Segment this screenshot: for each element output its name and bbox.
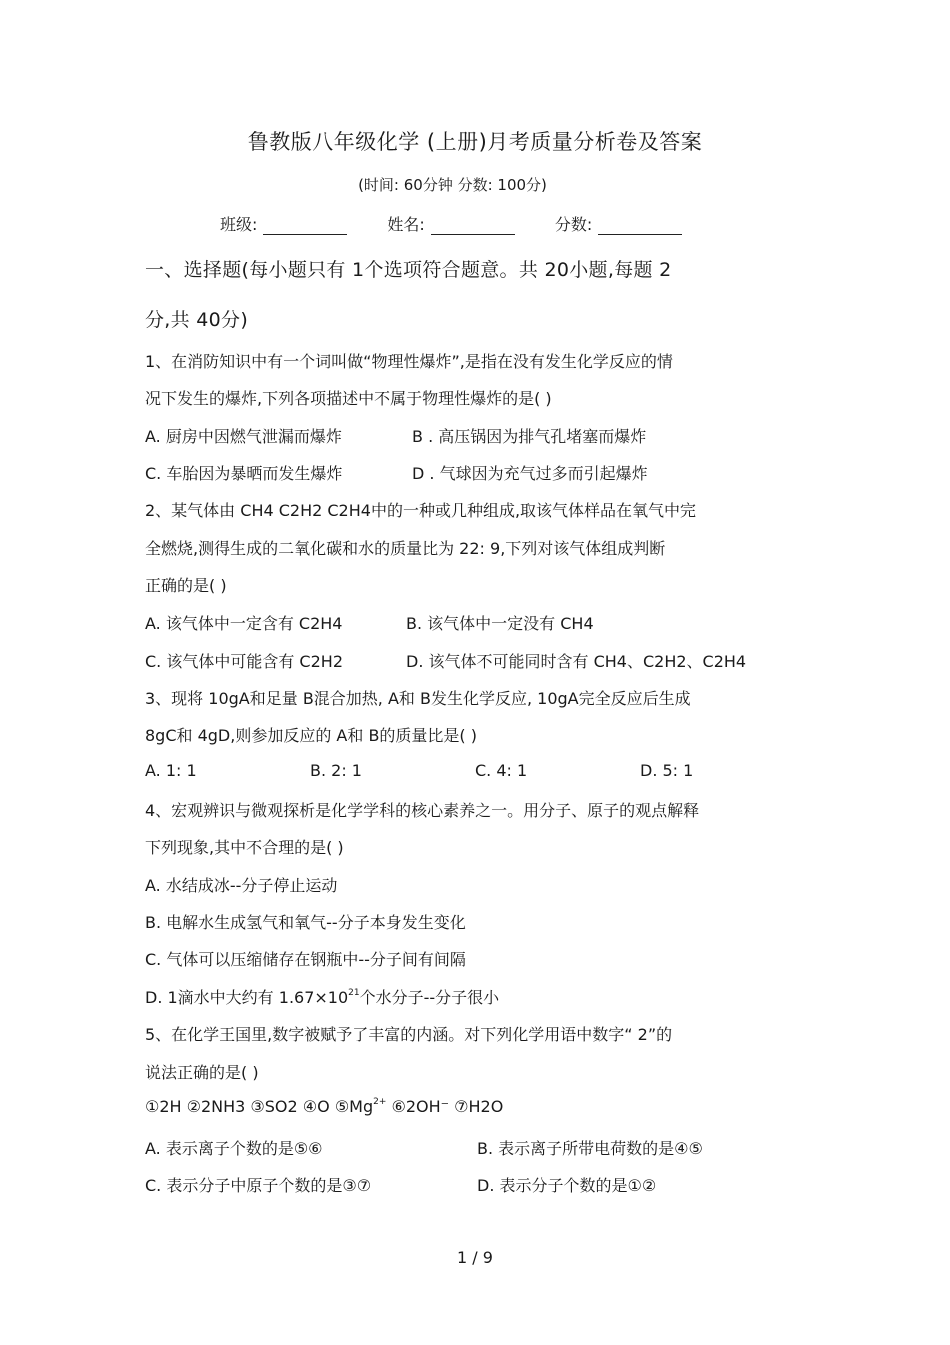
q5-option-d: D. 表示分子个数的是①② xyxy=(477,1176,657,1195)
q5-stem-line1: 5、在化学王国里,数字被赋予了丰富的内涵。对下列化学用语中数字“ 2”的 xyxy=(145,1025,673,1044)
section-heading-line1: 一、选择题(每小题只有 1个选项符合题意。共 20小题,每题 2 xyxy=(145,259,672,281)
q3-option-b: B. 2: 1 xyxy=(310,761,362,780)
q5-option-c: C. 表示分子中原子个数的是③⑦ xyxy=(145,1176,372,1195)
q4-option-b: B. 电解水生成氢气和氧气--分子本身发生变化 xyxy=(145,913,466,932)
student-info-fields xyxy=(220,212,722,235)
q2-option-b: B. 该气体中一定没有 CH4 xyxy=(406,614,594,633)
q1-stem-line2: 况下发生的爆炸,下列各项描述中不属于物理性爆炸的是( ) xyxy=(145,389,552,408)
q4-option-d-exponent: 21 xyxy=(348,988,360,998)
q4-stem-line1: 4、宏观辨识与微观探析是化学学科的核心素养之一。用分子、原子的观点解释 xyxy=(145,801,700,820)
q4-stem-line2: 下列现象,其中不合理的是( ) xyxy=(145,838,344,857)
q4-option-d xyxy=(145,985,499,1008)
class-label: 班级: xyxy=(220,215,258,234)
name-label: 姓名: xyxy=(387,215,425,234)
q4-option-d-text: D. 1滴水中大约有 1.67×10 xyxy=(145,988,349,1007)
q2-option-a: A. 该气体中一定含有 C2H4 xyxy=(145,614,343,633)
q5-option-a: A. 表示离子个数的是⑤⑥ xyxy=(145,1139,323,1158)
q3-option-a: A. 1: 1 xyxy=(145,761,197,780)
q5-stem-line2: 说法正确的是( ) xyxy=(145,1063,259,1082)
section-heading-line2: 分,共 40分) xyxy=(145,309,249,331)
score-label: 分数: xyxy=(554,215,593,234)
exam-info: (时间: 60分钟 分数: 100分) xyxy=(358,176,547,194)
q5-formula-list-tail: ⑥2OH⁻ ⑦H2O xyxy=(386,1097,504,1116)
name-blank xyxy=(431,214,515,235)
q2-option-c: C. 该气体中可能含有 C2H2 xyxy=(145,652,343,671)
class-blank xyxy=(263,214,347,235)
q3-option-c: C. 4: 1 xyxy=(475,761,528,780)
page-number: 1 / 9 xyxy=(457,1248,493,1267)
q1-option-c: C. 车胎因为暴晒而发生爆炸 xyxy=(145,464,343,483)
q5-formula-list-text: ①2H ②2NH3 ③SO2 ④O ⑤Mg xyxy=(145,1097,374,1116)
q1-option-b: B . 高压锅因为排气孔堵塞而爆炸 xyxy=(412,427,647,446)
q1-stem-line1: 1、在消防知识中有一个词叫做“物理性爆炸”,是指在没有发生化学反应的情 xyxy=(145,352,673,371)
score-blank xyxy=(598,214,682,235)
q4-option-c: C. 气体可以压缩储存在钢瓶中--分子间有间隔 xyxy=(145,950,466,969)
q1-option-d: D . 气球因为充气过多而引起爆炸 xyxy=(412,464,648,483)
q2-stem-line1: 2、某气体由 CH4 C2H2 C2H4中的一种或几种组成,取该气体样品在氧气中完 xyxy=(145,501,697,520)
q3-stem-line1: 3、现将 10gA和足量 B混合加热, A和 B发生化学反应, 10gA完全反应后生成 xyxy=(145,689,691,708)
q5-formula-list xyxy=(145,1097,503,1116)
q4-option-d-tail: 个水分子--分子很小 xyxy=(359,988,500,1007)
q2-stem-line3: 正确的是( ) xyxy=(145,576,227,595)
q1-option-a: A. 厨房中因燃气泄漏而爆炸 xyxy=(145,427,342,446)
q2-stem-line2: 全燃烧,测得生成的二氧化碳和水的质量比为 22: 9,下列对该气体组成判断 xyxy=(145,539,666,558)
q5-formula-charge: 2+ xyxy=(373,1097,387,1107)
q3-option-d: D. 5: 1 xyxy=(640,761,694,780)
q2-option-d: D. 该气体不可能同时含有 CH4、C2H2、C2H4 xyxy=(406,652,747,671)
page-title: 鲁教版八年级化学 (上册)月考质量分析卷及答案 xyxy=(247,130,703,154)
q3-stem-line2: 8gC和 4gD,则参加反应的 A和 B的质量比是( ) xyxy=(145,726,478,745)
q5-option-b: B. 表示离子所带电荷数的是④⑤ xyxy=(477,1139,703,1158)
q4-option-a: A. 水结成冰--分子停止运动 xyxy=(145,876,338,895)
